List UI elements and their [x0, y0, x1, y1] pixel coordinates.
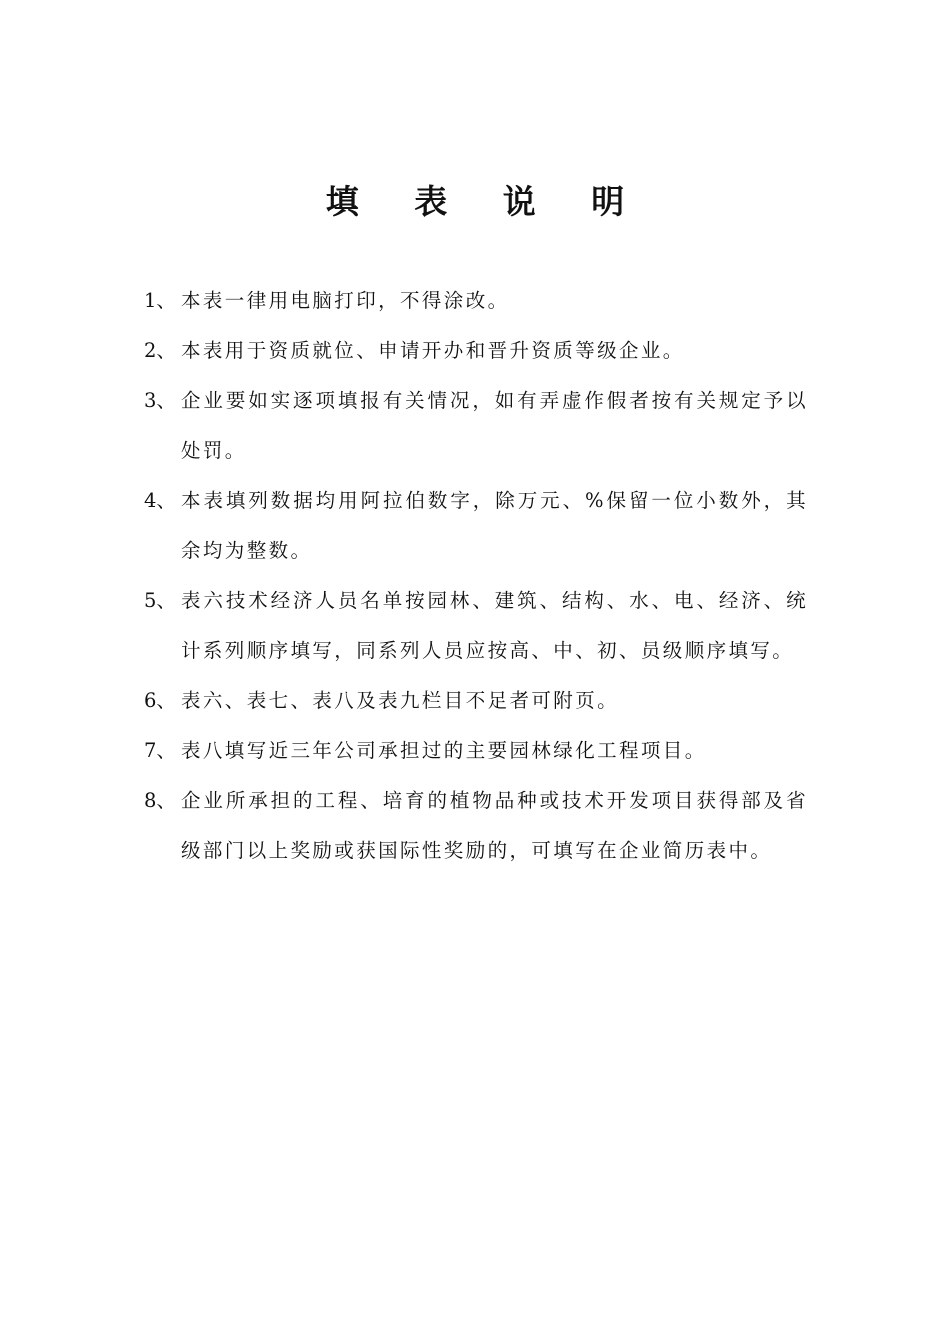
item-text: 表六技术经济人员名单按园林、建筑、结构、水、电、经济、统计系列顺序填写，同系列人员应按高、中、初、员级顺序填写。	[181, 589, 808, 662]
item-text: 企业所承担的工程、培育的植物品种或技术开发项目获得部及省级部门以上奖励或获国际性奖励的，可填写在企业简历表中。	[181, 789, 808, 862]
item-number: 5、	[144, 589, 176, 612]
item-text: 表八填写近三年公司承担过的主要园林绿化工程项目。	[181, 739, 707, 762]
list-item	[144, 376, 808, 476]
item-number: 6、	[144, 689, 176, 712]
item-text: 本表用于资质就位、申请开办和晋升资质等级企业。	[181, 339, 685, 362]
item-text: 表六、表七、表八及表九栏目不足者可附页。	[181, 689, 620, 712]
page-title: 填 表 说 明	[325, 182, 647, 221]
list-item	[144, 276, 808, 326]
item-number: 7、	[144, 739, 176, 762]
list-item	[144, 326, 808, 376]
item-number: 3、	[144, 389, 176, 412]
item-text: 本表填列数据均用阿拉伯数字，除万元、%保留一位小数外，其余均为整数。	[181, 489, 808, 562]
list-item	[144, 676, 808, 726]
item-number: 1、	[144, 289, 176, 312]
list-item	[144, 476, 808, 576]
item-number: 8、	[144, 789, 176, 812]
list-item	[144, 776, 808, 876]
instruction-list	[144, 276, 808, 876]
item-text: 企业要如实逐项填报有关情况，如有弄虚作假者按有关规定予以处罚。	[181, 389, 808, 462]
list-item	[144, 576, 808, 676]
list-item	[144, 726, 808, 776]
item-number: 2、	[144, 339, 176, 362]
item-number: 4、	[144, 489, 176, 512]
item-text: 本表一律用电脑打印，不得涂改。	[181, 289, 510, 312]
